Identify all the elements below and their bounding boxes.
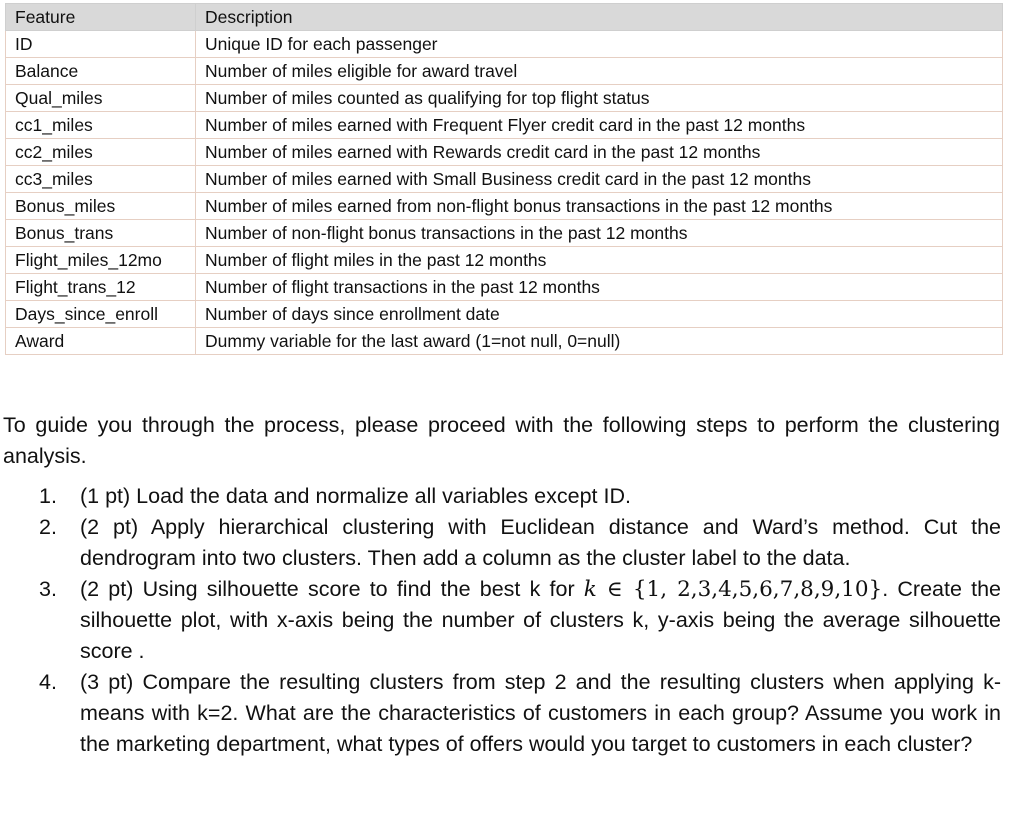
description-cell: Number of flight transactions in the past 12 months bbox=[196, 274, 1003, 301]
step-text: (2 pt) Apply hierarchical clustering with Euclidean distance and Ward’s method. Cut the dendrogram into two clusters. Then add a column as the cluster label to the data. bbox=[80, 515, 1001, 570]
feature-cell: Bonus_trans bbox=[6, 220, 196, 247]
table-row bbox=[6, 220, 1003, 247]
feature-cell: cc1_miles bbox=[6, 112, 196, 139]
math-set-expression: ∈ {1, 2,3,4,5,6,7,8,9,10} bbox=[596, 577, 883, 602]
table-row bbox=[6, 58, 1003, 85]
step-item bbox=[39, 667, 1001, 760]
feature-cell: Award bbox=[6, 328, 196, 355]
step-number: 2. bbox=[39, 515, 57, 539]
table-row bbox=[6, 274, 1003, 301]
step-text-before: (2 pt) Using silhouette score to find the best k for bbox=[80, 577, 584, 601]
header-feature: Feature bbox=[6, 4, 196, 31]
step-item bbox=[39, 481, 1001, 512]
table-row bbox=[6, 301, 1003, 328]
step-number: 3. bbox=[39, 577, 57, 601]
feature-cell: Bonus_miles bbox=[6, 193, 196, 220]
feature-table-container bbox=[5, 3, 1002, 355]
table-row bbox=[6, 166, 1003, 193]
table-row bbox=[6, 328, 1003, 355]
description-cell: Unique ID for each passenger bbox=[196, 31, 1003, 58]
intro-paragraph: To guide you through the process, please proceed with the following steps to perform the clustering analysis. bbox=[3, 412, 1000, 468]
feature-cell: ID bbox=[6, 31, 196, 58]
steps-list bbox=[39, 481, 1001, 760]
step-text: (3 pt) Compare the resulting clusters from step 2 and the resulting clusters when applying k-means with k=2. What are the characteristics of customers in each group? Assume you work in the marketing department, what types of offers would you target to customers in each cluster? bbox=[80, 670, 1001, 756]
feature-table bbox=[5, 3, 1003, 355]
description-cell: Number of miles counted as qualifying for top flight status bbox=[196, 85, 1003, 112]
math-variable-k: k bbox=[583, 577, 597, 602]
description-cell: Dummy variable for the last award (1=not null, 0=null) bbox=[196, 328, 1003, 355]
feature-cell: cc3_miles bbox=[6, 166, 196, 193]
table-row bbox=[6, 139, 1003, 166]
description-cell: Number of miles eligible for award travel bbox=[196, 58, 1003, 85]
table-row bbox=[6, 31, 1003, 58]
description-cell: Number of days since enrollment date bbox=[196, 301, 1003, 328]
feature-cell: Qual_miles bbox=[6, 85, 196, 112]
step-text: (1 pt) Load the data and normalize all variables except ID. bbox=[80, 484, 631, 508]
table-row bbox=[6, 85, 1003, 112]
step-item bbox=[39, 512, 1001, 574]
table-row bbox=[6, 193, 1003, 220]
description-cell: Number of miles earned with Frequent Flyer credit card in the past 12 months bbox=[196, 112, 1003, 139]
step-number: 4. bbox=[39, 670, 57, 694]
feature-cell: cc2_miles bbox=[6, 139, 196, 166]
description-cell: Number of miles earned with Rewards credit card in the past 12 months bbox=[196, 139, 1003, 166]
step-item bbox=[39, 574, 1001, 667]
description-cell: Number of miles earned from non-flight bonus transactions in the past 12 months bbox=[196, 193, 1003, 220]
description-cell: Number of miles earned with Small Business credit card in the past 12 months bbox=[196, 166, 1003, 193]
table-row bbox=[6, 247, 1003, 274]
feature-cell: Balance bbox=[6, 58, 196, 85]
step-number: 1. bbox=[39, 484, 57, 508]
description-cell: Number of flight miles in the past 12 months bbox=[196, 247, 1003, 274]
description-cell: Number of non-flight bonus transactions in the past 12 months bbox=[196, 220, 1003, 247]
feature-cell: Flight_trans_12 bbox=[6, 274, 196, 301]
header-description: Description bbox=[196, 4, 1003, 31]
table-header-row bbox=[6, 4, 1003, 31]
feature-cell: Flight_miles_12mo bbox=[6, 247, 196, 274]
table-row bbox=[6, 112, 1003, 139]
feature-cell: Days_since_enroll bbox=[6, 301, 196, 328]
step-text-after: . Create the silhouette plot, with x-axis being the number of clusters k, y-axis being the average silhouette score . bbox=[80, 577, 1001, 663]
